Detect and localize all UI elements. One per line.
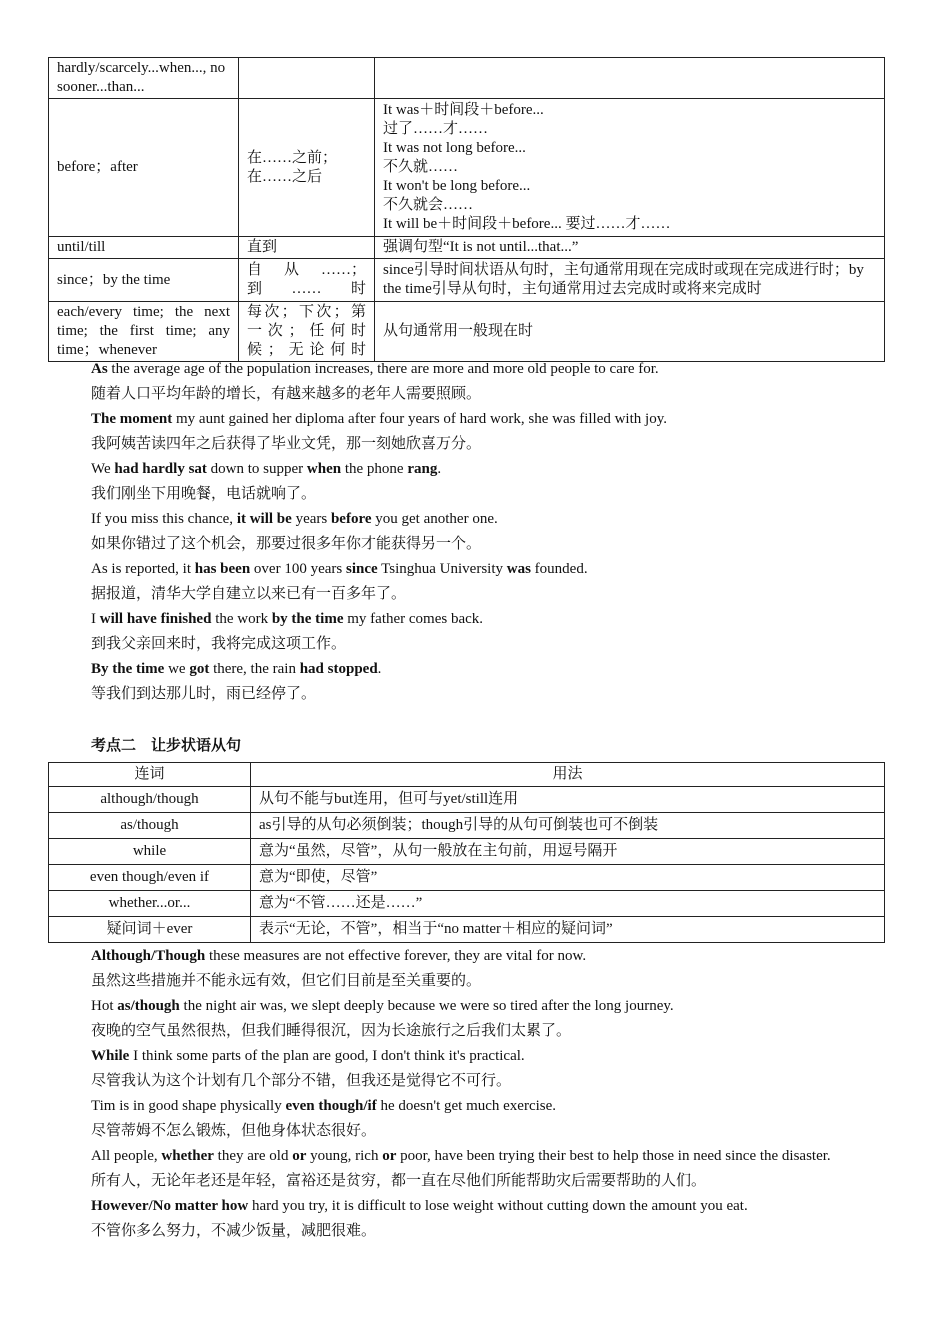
example-chinese: 虽然这些措施并不能永远有效，但它们目前是至关重要的。 [91,973,482,989]
usage-line: It was＋时间段＋before... [383,102,544,118]
keyword: will have finished [99,611,212,627]
keyword: by the time [271,611,344,627]
table-row [49,839,885,865]
usage-cell [375,302,885,362]
example-chinese: 随着人口平均年龄的增长，有越来越多的老年人需要照顾。 [91,386,482,402]
usage-line: 从句通常用一般现在时 [383,323,534,339]
text-segment: there, the rain [209,661,300,677]
keyword: whether [161,1148,214,1164]
text-segment: If you miss this chance, [91,511,237,527]
keyword: had stopped [299,661,378,677]
example-chinese: 尽管蒂姆不怎么锻炼，但他身体状态很好。 [91,1123,377,1139]
text-segment: . [437,461,442,477]
usage-cell: 意为“不管……还是……” [251,891,885,917]
usage-line: since引导时间状语从句时，主句通常用现在完成时或现在完成进行时；by the time引导从句时，主句通常用过去完成时或将来完成时 [383,262,864,297]
keyword: since [345,561,378,577]
text-segment: the phone [341,461,408,477]
text-segment: the work [211,611,272,627]
section-heading: 考点二 让步状语从句 [91,738,242,754]
example-chinese: 夜晚的空气虽然很热，但我们睡得很沉，因为长途旅行之后我们太累了。 [91,1023,572,1039]
example-chinese: 等我们到达那儿时，雨已经停了。 [91,686,317,702]
usage-line: 强调句型“It is not until...that...” [383,239,579,255]
text-segment: All people, [91,1148,162,1164]
conjunction-cell: since；by the time [49,259,239,302]
meaning-cell: 每次；下次；第一次；任何时候；无论何时 [239,302,375,362]
example-chinese: 所有人，无论年老还是年轻，富裕还是贫穷，都一直在尽他们所能帮助灾后需要帮助的人们。 [91,1173,707,1189]
example-sentences-concession [58,944,892,1244]
keyword: However/No matter how [91,1198,249,1214]
conjunction-cell: before；after [49,99,239,237]
usage-line: It was not long before... [383,140,526,156]
table-row [49,917,885,943]
keyword: By the time [91,661,165,677]
keyword: it will be [236,511,292,527]
text-segment: down to supper [206,461,307,477]
usage-cell: as引导的从句必须倒装；though引导的从句可倒装也可不倒装 [251,813,885,839]
example-english [58,944,892,969]
keyword: even though/if [285,1098,377,1114]
example-english [58,407,892,432]
table-row [49,891,885,917]
conjunction-cell: as/though [49,813,251,839]
text-segment: these measures are not effective forever, they are vital for now. [205,948,587,964]
example-chinese: 我阿姨苦读四年之后获得了毕业文凭，那一刻她欣喜万分。 [91,436,482,452]
example-english [58,1044,892,1069]
conjunction-cell: until/till [49,237,239,259]
header-usage: 用法 [251,763,885,787]
table-row [49,787,885,813]
usage-line: 过了……才…… [383,121,489,137]
example-english [58,357,892,382]
keyword: when [306,461,342,477]
keyword: or [382,1148,397,1164]
conjunction-cell: even though/even if [49,865,251,891]
example-chinese: 不管你多么努力，不减少饭量，减肥很难。 [91,1223,377,1239]
usage-line: 不久就…… [383,159,459,175]
conjunction-cell: hardly/scarcely...when..., no sooner...than... [49,58,239,99]
example-english [58,557,892,582]
usage-line: 不久就会…… [383,197,474,213]
usage-cell: 表示“无论，不管”，相当于“no matter＋相应的疑问词” [251,917,885,943]
text-segment: you get another one. [371,511,498,527]
table-row [49,237,885,259]
table-header-row [49,763,885,787]
usage-cell [375,99,885,237]
usage-cell: 意为“虽然，尽管”，从句一般放在主句前，用逗号隔开 [251,839,885,865]
keyword: was [506,561,531,577]
usage-cell [375,237,885,259]
text-segment: my father comes back. [343,611,484,627]
table-row [49,302,885,362]
example-english [58,1194,892,1219]
conjunction-cell: each/every time; the next time; the first time; any time；whenever [49,302,239,362]
text-segment: Tim is in good shape physically [91,1098,286,1114]
keyword: While [91,1048,130,1064]
usage-cell: 意为“即使，尽管” [251,865,885,891]
concession-clause-table [48,762,885,943]
text-segment: he doesn't get much exercise. [376,1098,557,1114]
table-row [49,99,885,237]
conjunction-cell: 疑问词＋ever [49,917,251,943]
example-chinese: 到我父亲回来时，我将完成这项工作。 [91,636,347,652]
example-chinese: 我们刚坐下用晚餐，电话就响了。 [91,486,317,502]
text-segment: the average age of the population increases, there are more and more old people to care for. [107,361,659,377]
keyword: got [189,661,210,677]
text-segment: years [291,511,331,527]
text-segment: Hot [91,998,118,1014]
table-row [49,58,885,99]
text-segment: founded. [530,561,588,577]
text-segment: young, rich [306,1148,383,1164]
usage-line: It won't be long before... [383,178,531,194]
meaning-cell: 自从……；到……时 [239,259,375,302]
header-conjunction: 连词 [49,763,251,787]
meaning-cell: 在……之前；在……之后 [239,99,375,237]
keyword: before [330,511,372,527]
example-chinese: 尽管我认为这个计划有几个部分不错，但我还是觉得它不可行。 [91,1073,512,1089]
example-english [58,457,892,482]
meaning-cell: 直到 [239,237,375,259]
text-segment: poor, have been trying their best to help those in need since the disaster. [396,1148,831,1164]
table-row [49,865,885,891]
text-segment: We [91,461,115,477]
usage-cell [375,259,885,302]
example-sentences-time [58,357,892,707]
example-chinese: 据报道，清华大学自建立以来已有一百多年了。 [91,586,407,602]
conjunction-cell: while [49,839,251,865]
text-segment: I [91,611,100,627]
keyword: had hardly sat [114,461,207,477]
example-chinese: 如果你错过了这个机会，那要过很多年你才能获得另一个。 [91,536,482,552]
meaning-cell [239,58,375,99]
keyword: or [292,1148,307,1164]
text-segment: my aunt gained her diploma after four years of hard work, she was filled with joy. [172,411,667,427]
time-clause-table [48,57,885,362]
usage-cell: 从句不能与but连用，但可与yet/still连用 [251,787,885,813]
keyword: The moment [91,411,173,427]
text-segment: over 100 years [250,561,346,577]
text-segment: I think some parts of the plan are good, I don't think it's practical. [129,1048,525,1064]
keyword: rang [407,461,438,477]
example-english [58,994,892,1019]
usage-line: It will be＋时间段＋before... 要过……才…… [383,216,671,232]
text-segment: As is reported, it [91,561,195,577]
keyword: As [91,361,108,377]
table-row [49,813,885,839]
example-english [58,607,892,632]
example-english [58,1144,892,1169]
text-segment: they are old [213,1148,293,1164]
example-english [58,657,892,682]
text-segment: Tsinghua University [377,561,507,577]
example-english [58,507,892,532]
text-segment: we [164,661,190,677]
keyword: has been [194,561,251,577]
conjunction-cell: whether...or... [49,891,251,917]
example-english [58,1094,892,1119]
text-segment: the night air was, we slept deeply because we were so tired after the long journey. [179,998,674,1014]
text-segment: . [377,661,382,677]
usage-cell [375,58,885,99]
conjunction-cell: although/though [49,787,251,813]
keyword: as/though [117,998,180,1014]
keyword: Although/Though [91,948,206,964]
text-segment: hard you try, it is difficult to lose weight without cutting down the amount you eat. [248,1198,748,1214]
table-row [49,259,885,302]
